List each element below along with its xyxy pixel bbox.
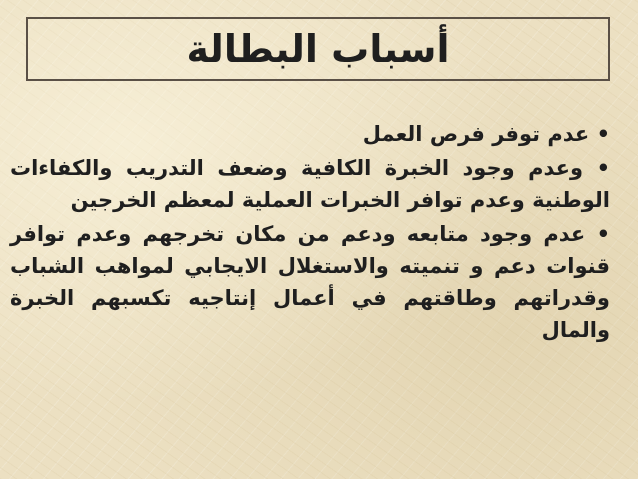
title-box xyxy=(26,17,610,81)
bullet-marker: • xyxy=(596,156,611,180)
slide-title: أسباب البطالة xyxy=(186,27,450,71)
bullet-item xyxy=(10,118,610,150)
bullet-text: عدم وجود متابعه ودعم من مكان تخرجهم وعدم توافر قنوات دعم و تنميته والاستغلال الايجابي لمواهب الشباب وقدراتهم وطاقتهم في أعمال إنتاجيه تكسبهم الخبرة والمال xyxy=(10,222,610,342)
bullet-marker: • xyxy=(596,222,610,246)
bullet-marker: • xyxy=(596,122,610,146)
bullet-item xyxy=(10,218,610,346)
bullet-text: وعدم وجود الخبرة الكافية وضعف التدريب والكفاءات الوطنية وعدم توافر الخبرات العملية لمعظم الخرجين xyxy=(10,156,610,212)
bullet-text: عدم توفر فرص العمل xyxy=(362,122,590,146)
bullet-list xyxy=(10,118,610,348)
bullet-item xyxy=(10,152,610,216)
